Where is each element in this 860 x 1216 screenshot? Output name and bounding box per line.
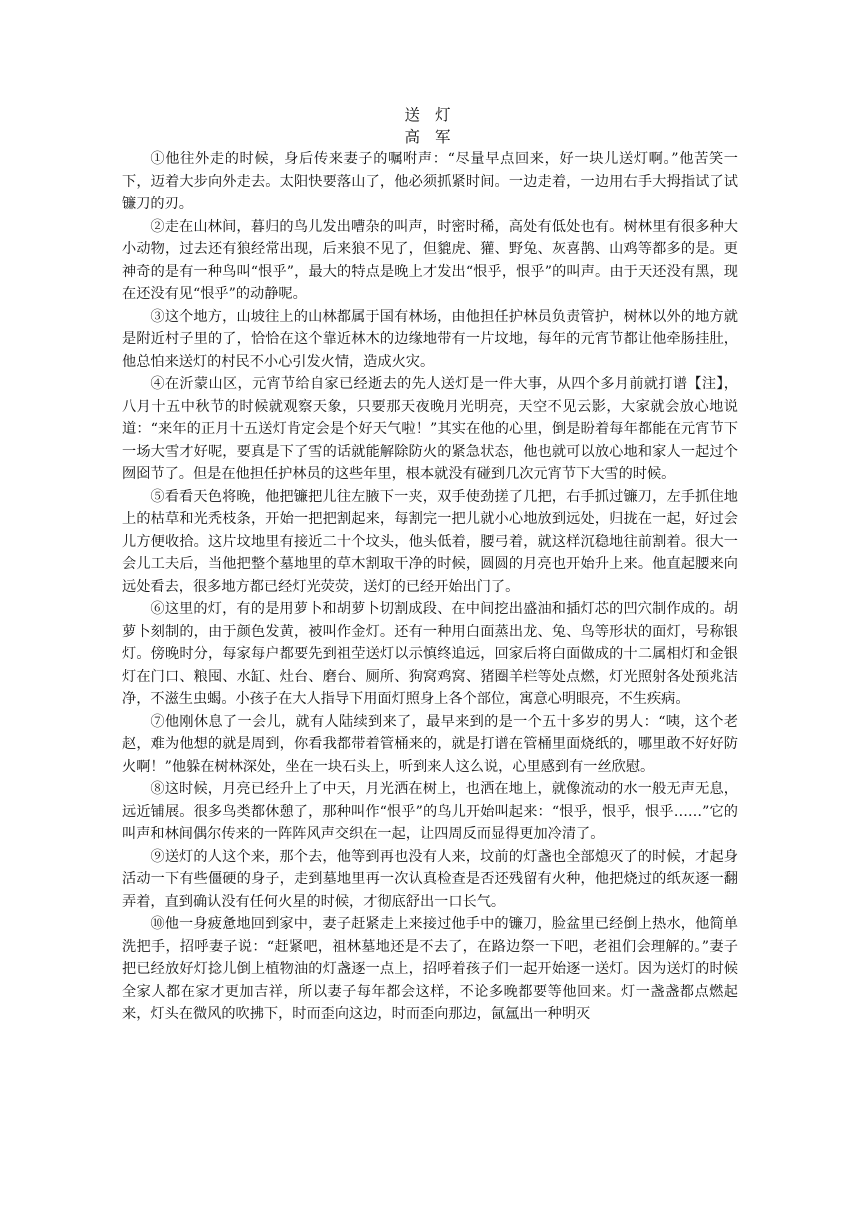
paragraph-2: ②走在山林间，暮归的鸟儿发出嘈杂的叫声，时密时稀，高处有低处也有。树林里有很多种大小动物，过去还有狼经常出现，后来狼不见了，但貔虎、獾、野兔、灰喜鹊、山鸡等都多的是。更神奇的是有一种鸟叫“恨乎”，最大的特点是晚上才发出“恨乎，恨乎”的叫声。由于天还没有黑，现在还没有见“恨乎”的动静呢。: [122, 218, 738, 302]
article: [122, 104, 738, 1026]
paragraph-5: ⑤看看天色将晚，他把镰把儿往左腋下一夹，双手使劲搓了几把，右手抓过镰刀，左手抓住地上的枯草和光秃枝条，开始一把把割起来，每割完一把儿就小心地放到远处，归拢在一起，好过会儿方便收拾。这片坟地里有接近二十个坟头，他头低着，腰弓着，就这样沉稳地往前割着。很大一会儿工夫后，当他把整个墓地里的草木割取干净的时候，圆圆的月亮也开始升上来。他直起腰来向远处看去，很多地方都已经灯光荧荧，送灯的已经开始出门了。: [122, 488, 738, 595]
article-title: 送 灯: [404, 106, 456, 124]
paragraph-6: ⑥这里的灯，有的是用萝卜和胡萝卜切割成段、在中间挖出盛油和插灯芯的凹穴制作成的。胡萝卜刻制的，由于颜色发黄，被叫作金灯。还有一种用白面蒸出龙、兔、鸟等形状的面灯，号称银灯。傍晚时分，每家每户都要先到祖茔送灯以示慎终追远，回家后将白面做成的十二属相灯和金银灯在门口、粮囤、水缸、灶台、磨台、厕所、狗窝鸡窝、猪圈羊栏等处点燃，灯光照射各处预兆洁净，不滋生虫蝎。小孩子在大人指导下用面灯照身上各个部位，寓意心明眼亮，不生疾病。: [122, 601, 738, 707]
paragraph-4: ④在沂蒙山区，元宵节给自家已经逝去的先人送灯是一件大事，从四个多月前就打谱【注】，八月十五中秋节的时候就观察天象，只要那天夜晚月光明亮，天空不见云影，大家就会放心地说道：“来年的正月十五送灯肯定会是个好天气啦！”其实在他的心里，倒是盼着每年都能在元宵节下一场大雪才好呢，要真是下了雪的话就能解除防火的紧急状态，他也就可以放心地和家人一起过个囫囵节了。但是在他担任护林员的这些年里，根本就没有碰到几次元宵节下大雪的时候。: [122, 376, 738, 482]
paragraph-9: ⑨送灯的人这个来，那个去，他等到再也没有人来，坟前的灯盏也全部熄灭了的时候，才起身活动一下有些僵硬的身子，走到墓地里再一次认真检查是否还残留有火种，他把烧过的纸灰逐一翻弄着，直到确认没有任何火星的时候，才彻底舒出一口长气。: [122, 848, 738, 910]
paragraph-1: ①他往外走的时候，身后传来妻子的嘱咐声：“尽量早点回来，好一块儿送灯啊。”他苦笑一下，迈着大步向外走去。太阳快要落山了，他必须抓紧时间。一边走着，一边用右手大拇指试了试镰刀的刃。: [122, 151, 738, 212]
paragraph-7: ⑦他刚休息了一会儿，就有人陆续到来了，最早来到的是一个五十多岁的男人：“咦，这个老赵，难为他想的就是周到，你看我都带着管桶来的，就是打谱在管桶里面烧纸的，哪里敢不好好防火啊！”他躲在树林深处，坐在一块石头上，听到来人这么说，心里感到有一丝欣慰。: [122, 713, 738, 775]
paragraph-10: ⑩他一身疲惫地回到家中，妻子赶紧走上来接过他手中的镰刀，脸盆里已经倒上热水，他简单洗把手，招呼妻子说：“赶紧吧，祖林墓地还是不去了，在路边祭一下吧，老祖们会理解的。”妻子把已经放好灯捻儿倒上植物油的灯盏逐一点上，招呼着孩子们一起开始逐一送灯。因为送灯的时候全家人都在家才更加吉祥，所以妻子每年都会这样，不论多晚都要等他回来。灯一盏盏都点燃起来，灯头在微风的吹拂下，时而歪向这边，时而歪向那边，氤氲出一种明灭: [122, 916, 738, 1022]
article-author: 高 军: [404, 128, 456, 146]
paragraph-8: ⑧这时候，月亮已经升上了中天，月光洒在树上，也洒在地上，就像流动的水一般无声无息，远近铺展。很多鸟类都休憩了，那种叫作“恨乎”的鸟儿开始叫起来：“恨乎，恨乎，恨乎……”它的叫声和林间偶尔传来的一阵阵风声交织在一起，让四周反而显得更加冷清了。: [122, 781, 738, 842]
paragraph-3: ③这个地方，山坡往上的山林都属于国有林场，由他担任护林员负责管护，树林以外的地方就是附近村子里的了，恰恰在这个靠近林木的边缘地带有一片坟地，每年的元宵节都让他牵肠挂肚，他总怕来送灯的村民不小心引发火情，造成火灾。: [122, 308, 738, 370]
